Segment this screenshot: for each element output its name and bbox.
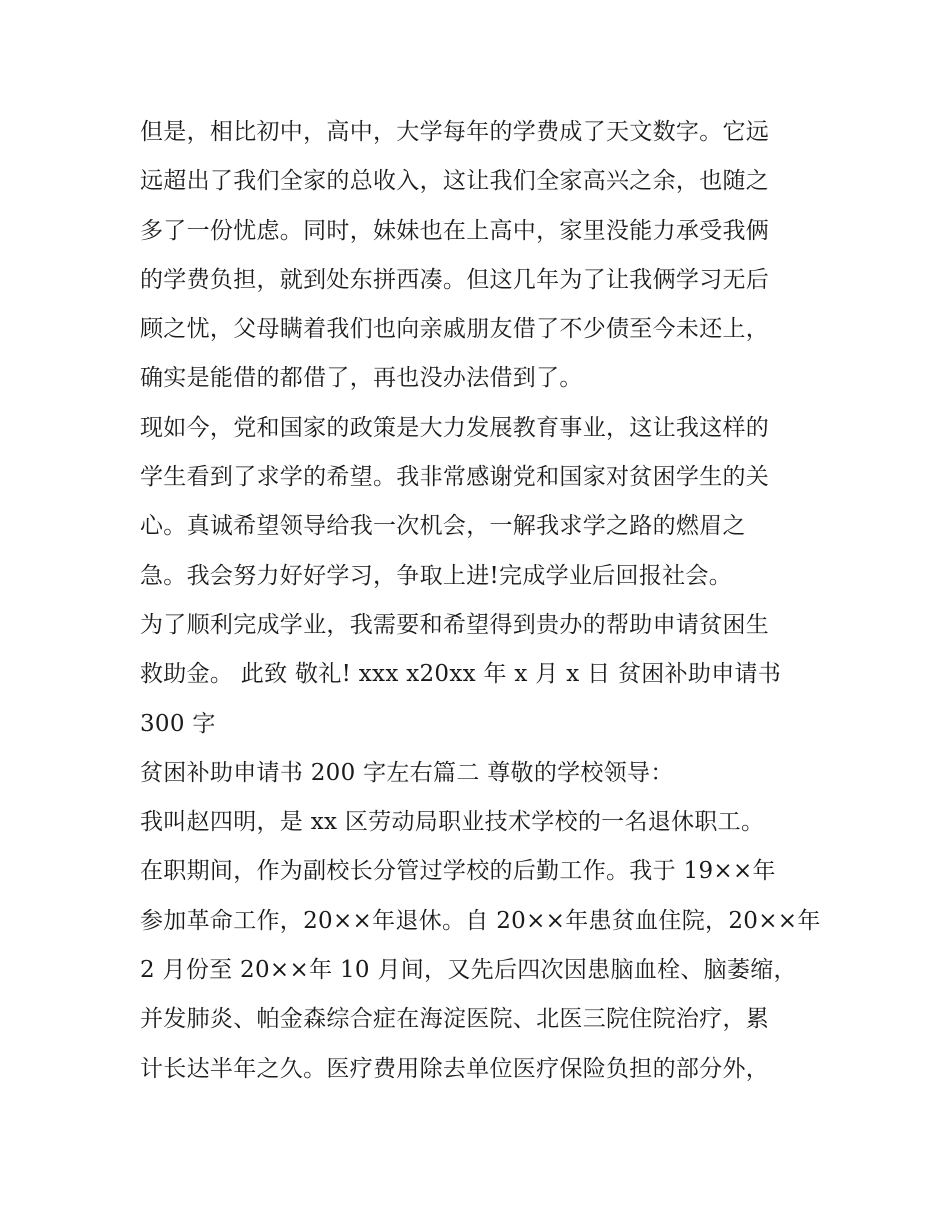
text-line: 远超出了我们全家的总收入，这让我们全家高兴之余，也随之 bbox=[140, 168, 770, 195]
text-line: 的学费负担，就到处东拼西凑。但这几年为了让我俩学习无后 bbox=[140, 266, 770, 293]
text-line: 计长达半年之久。医疗费用除去单位医疗保险负担的部分外， bbox=[140, 1055, 770, 1082]
text-line: 2 月份至 20××年 10 月间，又先后四次因患脑血栓、脑萎缩， bbox=[140, 957, 797, 984]
document-body bbox=[140, 108, 820, 1094]
text-line: 现如今，党和国家的政策是大力发展教育事业，这让我这样的 bbox=[140, 414, 770, 441]
text-line: 顾之忧，父母瞒着我们也向亲戚朋友借了不少债至今未还上， bbox=[140, 316, 770, 343]
text-line: 但是，相比初中，高中，大学每年的学费成了天文数字。它远 bbox=[140, 119, 770, 145]
text-line: 为了顺利完成学业，我需要和希望得到贵办的帮助申请贫困生 bbox=[140, 611, 770, 638]
text-line: 并发肺炎、帕金森综合症在海淀医院、北医三院住院治疗，累 bbox=[140, 1006, 770, 1033]
text-line: 贫困补助申请书 200 字左右篇二 尊敬的学校领导： bbox=[140, 759, 674, 786]
text-line: 300 字 bbox=[140, 710, 216, 737]
text-line: 学生看到了求学的希望。我非常感谢党和国家对贫困学生的关 bbox=[140, 464, 770, 491]
text-line: 在职期间，作为副校长分管过学校的后勤工作。我于 19××年 bbox=[140, 858, 776, 885]
text-line: 我叫赵四明，是 xx 区劳动局职业技术学校的一名退休职工。 bbox=[140, 809, 765, 836]
text-line: 救助金。 此致 敬礼! xxx x20xx 年 x 月 x 日 贫困补助申请书 bbox=[140, 661, 782, 688]
text-line: 确实是能借的都借了，再也没办法借到了。 bbox=[140, 365, 583, 392]
text-line: 急。我会努力好好学习，争取上进!完成学业后回报社会。 bbox=[140, 562, 733, 589]
text-line: 多了一份忧虑。同时，妹妹也在上高中，家里没能力承受我俩 bbox=[140, 217, 770, 244]
text-line: 心。真诚希望领导给我一次机会，一解我求学之路的燃眉之 bbox=[140, 513, 746, 540]
text-line: 参加革命工作，20××年退休。自 20××年患贫血住院，20××年 bbox=[140, 907, 821, 934]
